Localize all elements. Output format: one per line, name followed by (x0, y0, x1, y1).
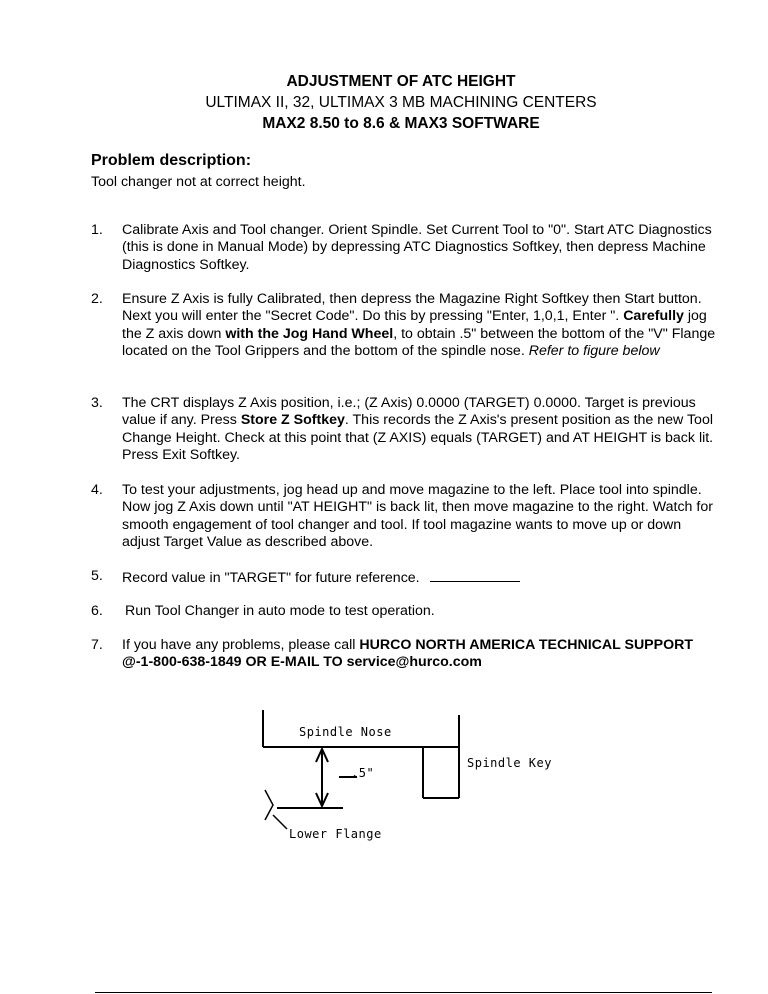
step-text: The CRT displays Z Axis position, i.e.; (Z Axis) 0.0000 (TARGET) 0.0000. Target is previous value if any. Press Store Z Softkey. This records the Z Axis's present position as the new Tool Change Height. Check at this point that (Z AXIS) equals (TARGET) and AT HEIGHT is back lit. Press Exit Softkey. (122, 395, 714, 464)
document-title: ADJUSTMENT OF ATC HEIGHT (286, 73, 516, 90)
emphasis-jog-hand-wheel: with the Jog Hand Wheel (225, 325, 394, 342)
step-text: Run Tool Changer in auto mode to test operation. (125, 603, 435, 619)
step-1 (91, 222, 721, 274)
page-bottom-rule (95, 992, 712, 993)
document-subtitle: ULTIMAX II, 32, ULTIMAX 3 MB MACHINING CENTERS (205, 94, 597, 111)
problem-text: Tool changer not at correct height. (91, 174, 306, 190)
step-number: 4. (91, 482, 103, 498)
step-5 (91, 568, 721, 587)
emphasis-carefully: Carefully (623, 308, 684, 325)
step-3 (91, 395, 721, 465)
target-value-blank (430, 568, 520, 582)
step-number: 1. (91, 222, 103, 238)
step-text: Ensure Z Axis is fully Calibrated, then depress the Magazine Right Softkey then Start button. Next you will enter the "Secret Code". Do this by pressing "Enter, 1,0,1, Enter ". Carefully jog the Z axis down with the Jog Hand Wheel, to obtain .5" between the bottom of the "V" Flange located on the Tool Grippers and the bottom of the spindle nose. Refer to figure below (122, 291, 716, 360)
emphasis-store-z-softkey: Store Z Softkey (240, 412, 345, 429)
step-text: If you have any problems, please call HURCO NORTH AMERICA TECHNICAL SUPPORT @-1-800-638-1849 OR E-MAIL TO service@hurco.com (122, 637, 694, 671)
problem-heading: Problem description: (91, 152, 252, 169)
step-number: 6. (91, 603, 103, 619)
spindle-height-figure (255, 705, 585, 855)
support-contact: HURCO NORTH AMERICA TECHNICAL SUPPORT @-1-800-638-1849 OR E-MAIL TO service@hurco.com (122, 637, 694, 671)
step-text: Calibrate Axis and Tool changer. Orient Spindle. Set Current Tool to "0". Start ATC Diagnostics (this is done in Manual Mode) by depressing ATC Diagnostics Softkey, then depress Machine Diagnostics Softkey. (122, 222, 712, 273)
step-number: 5. (91, 568, 103, 584)
step-6 (91, 603, 721, 620)
step-text: To test your adjustments, jog head up and move magazine to the left. Place tool into spindle. Now jog Z Axis down until "AT HEIGHT" is back lit, then move magazine to the right. Watch for smooth engagement of tool changer and tool. If tool magazine wants to move up or down adjust Target Value as described above. (122, 482, 713, 551)
lower-flange-label: Lower Flange (289, 827, 382, 841)
spindle-key-label: Spindle Key (467, 756, 552, 770)
step-7 (91, 637, 721, 672)
step-2 (91, 291, 721, 361)
step-number: 3. (91, 395, 103, 411)
step-text: Record value in "TARGET" for future reference. (122, 568, 721, 587)
step-4 (91, 482, 721, 552)
gap-label: .5" (351, 766, 375, 780)
software-version: MAX2 8.50 to 8.6 & MAX3 SOFTWARE (262, 115, 540, 132)
v-flange-mark (265, 790, 287, 829)
figure-reference: Refer to figure below (528, 343, 660, 360)
step-number: 2. (91, 291, 103, 307)
step-number: 7. (91, 637, 103, 653)
spindle-nose-label: Spindle Nose (299, 725, 392, 739)
